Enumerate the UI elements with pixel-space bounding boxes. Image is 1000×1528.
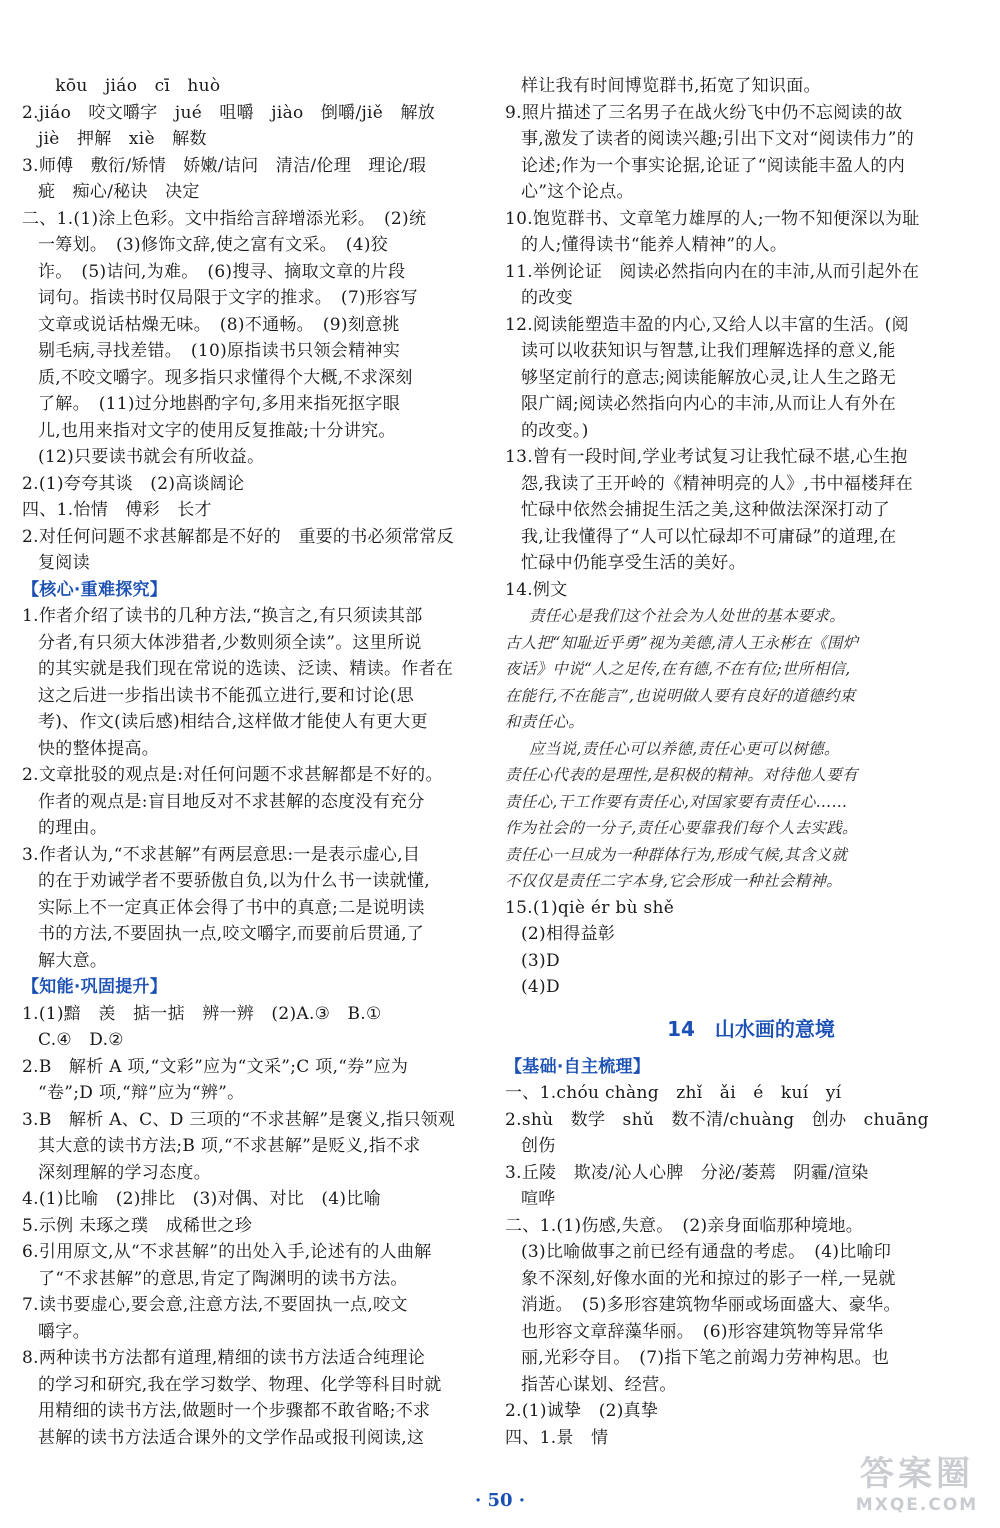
text-line: 怨,我读了王开岭的《精神明亮的人》,书中福楼拜在: [521, 473, 914, 494]
text-line: 用精细的读书方法,做题时一个步骤都不敢省略;不求: [38, 1401, 431, 1421]
text-line: 14.例文: [505, 579, 568, 600]
text-line: 15.(1)qiè ér bù shě: [505, 897, 675, 918]
text-line: 二、1.(1)涂上色彩。文中指给言辞增添光彩。 (2)统: [22, 208, 427, 229]
text-line: 论述;作为一个事实论据,论证了“阅读能丰盈人的内: [521, 155, 906, 176]
text-line: 疵 痴心/秘诀 决定: [38, 182, 200, 202]
lesson-title: 14 山水画的意境: [667, 1017, 835, 1041]
text-line: 四、1.景 情: [505, 1427, 609, 1448]
watermark-main: 答案圈: [860, 1454, 974, 1494]
text-line: 2.文章批驳的观点是:对任何问题不求甚解都是不好的。: [22, 765, 443, 785]
text-line: 不仅仅是责任二字本身,它会形成一种社会精神。: [505, 872, 843, 890]
text-line: 创伤: [521, 1136, 556, 1156]
text-line: 心”这个论点。: [521, 182, 634, 202]
text-line: 这之后进一步指出读书不能孤立进行,要和讨论(思: [38, 685, 414, 706]
text-line: 复阅读: [38, 553, 90, 573]
text-line: 2.对任何问题不求甚解都是不好的 重要的书必须常常反: [22, 526, 455, 547]
text-line: 质,不咬文嚼字。现多指只求懂得个大概,不求深刻: [38, 367, 413, 388]
text-line: 5.示例 未琢之璞 成稀世之珍: [22, 1215, 253, 1236]
text-line: 2.jiáo 咬文嚼字 jué 咀嚼 jiào 倒嚼/jiě 解放: [22, 102, 436, 123]
text-line: 快的整体提高。: [38, 738, 160, 759]
text-line: 解大意。: [38, 950, 108, 971]
text-line: 了解。 (11)过分地斟酌字句,多用来指死抠字眼: [38, 394, 400, 414]
text-line: 古人把“知耻近乎勇”视为美德,清人王永彬在《围炉: [505, 633, 859, 652]
text-line: 二、1.(1)伤感,失意。 (2)亲身面临那种境地。: [505, 1215, 864, 1236]
text-line: 象不深刻,好像水面的光和掠过的影子一样,一晃就: [521, 1268, 896, 1289]
watermark-logo: [842, 1454, 992, 1520]
text-line: 应当说,责任心可以养德,责任心更可以树德。: [529, 739, 840, 758]
text-line: C.④ D.②: [38, 1030, 124, 1050]
text-line: 嚼字。: [38, 1321, 90, 1342]
section-heading: 【知能·巩固提升】: [22, 977, 168, 997]
text-line: 的学习和研究,我在学习数学、物理、化学等科目时就: [38, 1374, 442, 1395]
text-line: 6.引用原文,从“不求甚解”的出处入手,论述有的人曲解: [22, 1242, 432, 1262]
text-line: 够坚定前行的意志;阅读能解放心灵,让人生之路无: [521, 367, 897, 388]
text-line: 4.(1)比喻 (2)排比 (3)对偶、对比 (4)比喻: [22, 1189, 381, 1209]
text-line: 3.师傅 敷衍/矫情 娇嫩/诘问 清洁/伦理 理论/瑕: [22, 155, 427, 176]
text-line: 文章或说话枯燥无味。 (8)不通畅。 (9)刻意挑: [38, 314, 400, 335]
text-line: kōu jiáo cī huò: [38, 76, 221, 96]
text-line: 责任心是我们这个社会为人处世的基本要求。: [529, 607, 846, 625]
text-line: (2)相得益彰: [521, 924, 616, 944]
text-line: 10.饱览群书、文章笔力雄厚的人;一物不知便深以为耻: [505, 208, 920, 229]
text-line: 11.举例论证 阅读必然指向内在的丰沛,从而引起外在: [505, 261, 920, 282]
text-line: 我,让我懂得了“人可以忙碌却不可庸碌”的道理,在: [521, 526, 897, 547]
text-line: 剔毛病,寻找差错。 (10)原指读书只领会精神实: [38, 341, 400, 361]
text-line: (3)D: [521, 950, 560, 971]
text-line: 四、1.怡情 傅彩 长才: [22, 500, 212, 520]
text-line: 分者,有只须大体涉猎者,少数则须全读”。这里所说: [38, 632, 422, 653]
text-line: 9.照片描述了三名男子在战火纷飞中仍不忘阅读的故: [505, 102, 903, 123]
text-line: 深刻理解的学习态度。: [38, 1162, 211, 1183]
text-line: (12)只要读书就会有所收益。: [38, 447, 265, 467]
text-line: 考)、作文(读后感)相结合,这样做才能使人有更大更: [38, 712, 428, 732]
text-line: jiè 押解 xiè 解数: [38, 129, 207, 149]
section-heading: 【核心·重难探究】: [22, 579, 168, 600]
text-line: 忙碌中依然会捕捉生活之美,这种做法深深打动了: [521, 500, 891, 520]
text-line: 作为社会的一分子,责任心要靠我们每个人去实践。: [505, 819, 858, 837]
text-line: 责任心,干工作要有责任心,对国家要有责任心……: [505, 792, 848, 811]
text-line: 一、1.chóu chàng zhǐ ǎi é kuí yí: [505, 1083, 842, 1103]
text-line: 的在于劝诫学者不要骄傲自负,以为什么书一读就懂,: [38, 871, 431, 891]
text-line: 12.阅读能塑造丰盈的内心,又给人以丰富的生活。(阅: [505, 314, 909, 335]
watermark-sub: MXQE.COM: [855, 1495, 979, 1515]
text-line: 书的方法,不要固执一点,咬文嚼字,而要前后贯通,了: [38, 924, 425, 944]
text-line: 限广阔;阅读必然指向内心的丰沛,从而让人有外在: [521, 394, 897, 414]
text-line: 忙碌中仍能享受生活的美好。: [521, 553, 746, 573]
text-line: 的其实就是我们现在常说的选读、泛读、精读。作者在: [38, 659, 454, 679]
text-line: 其大意的读书方法;B 项,“不求甚解”是贬义,指不求: [38, 1136, 421, 1156]
text-line: 1.作者介绍了读书的几种方法,“换言之,有只须读其部: [22, 606, 423, 626]
text-line: 2.shù 数学 shǔ 数不清/chuàng 创办 chuāng: [505, 1109, 929, 1130]
page-number: · 50 ·: [474, 1490, 526, 1511]
text-line: 7.读书要虚心,要会意,注意方法,不要固执一点,咬文: [22, 1295, 408, 1315]
text-line: 事,激发了读者的阅读兴趣;引出下文对“阅读伟力”的: [521, 129, 915, 149]
text-line: 夜话》中说“人之足传,在有德,不在有位;世所相信,: [505, 660, 851, 678]
text-line: 的改变: [521, 288, 573, 308]
text-line: “卷”;D 项,“辩”应为“辨”。: [38, 1083, 245, 1103]
text-line: 喧哗: [521, 1189, 556, 1209]
text-line: 3.B 解析 A、C、D 三项的“不求甚解”是褒义,指只领观: [22, 1109, 456, 1130]
text-line: 和责任心。: [505, 713, 585, 731]
text-line: 2.(1)诚挚 (2)真挚: [505, 1401, 659, 1421]
text-line: 诈。 (5)诘问,为难。 (6)搜寻、摘取文章的片段: [38, 261, 406, 282]
text-line: 1.(1)黯 羡 掂一掂 辨一辨 (2)A.③ B.①: [22, 1003, 382, 1024]
text-line: 2.(1)夸夸其谈 (2)高谈阔论: [22, 473, 245, 494]
text-line: 样让我有时间博览群书,拓宽了知识面。: [521, 76, 821, 96]
section-heading: 【基础·自主梳理】: [505, 1056, 651, 1077]
text-line: 在能行,不在能言”,也说明做人要有良好的道德约束: [505, 686, 856, 705]
text-line: 责任心一旦成为一种群体行为,形成气候,其含义就: [505, 845, 848, 864]
text-line: 3.丘陵 欺凌/沁人心脾 分泌/萎蔫 阴霾/渲染: [505, 1162, 869, 1183]
text-line: 甚解的读书方法适合课外的文学作品或报刊阅读,这: [38, 1427, 425, 1448]
text-line: 8.两种读书方法都有道理,精细的读书方法适合纯理论: [22, 1348, 426, 1368]
text-line: 作者的观点是:盲目地反对不求甚解的态度没有充分: [38, 791, 425, 812]
text-line: 13.曾有一段时间,学业考试复习让我忙碌不堪,心生抱: [505, 447, 908, 467]
text-line: 丽,光彩夺目。 (7)指下笔之前竭力劳神构思。也: [521, 1348, 890, 1368]
text-line: 了“不求甚解”的意思,肯定了陶渊明的读书方法。: [38, 1268, 408, 1289]
text-line: 一筹划。 (3)修饰文辞,使之富有文采。 (4)狡: [38, 235, 389, 255]
text-line: 2.B 解析 A 项,“文彩”应为“文采”;C 项,“券”应为: [22, 1056, 409, 1077]
text-line: (4)D: [521, 977, 560, 997]
text-line: 读可以收获知识与智慧,让我们理解选择的意义,能: [521, 341, 896, 361]
text-line: (3)比喻做事之前已经有通盘的考虑。 (4)比喻印: [521, 1242, 892, 1262]
text-line: 3.作者认为,“不求甚解”有两层意思:一是表示虚心,目: [22, 844, 421, 865]
text-line: 的理由。: [38, 818, 108, 838]
text-line: 消逝。 (5)多形容建筑物华丽或场面盛大、豪华。: [521, 1295, 901, 1315]
text-line: 指苦心谋划、经营。: [521, 1374, 677, 1395]
text-line: 词句。指读书时仅局限于文字的推求。 (7)形容写: [38, 288, 418, 308]
text-line: 儿,也用来指对文字的使用反复推敲;十分讲究。: [38, 420, 396, 441]
text-line: 责任心代表的是理性,是积极的精神。对待他人要有: [505, 766, 858, 784]
text-line: 的改变。): [521, 420, 589, 441]
text-line: 实际上不一定真正体会得了书中的真意;二是说明读: [38, 897, 425, 918]
text-line: 的人;懂得读书“能养人精神”的人。: [521, 235, 788, 255]
text-line: 也形容文章辞藻华丽。 (6)形容建筑物等异常华: [521, 1321, 884, 1342]
